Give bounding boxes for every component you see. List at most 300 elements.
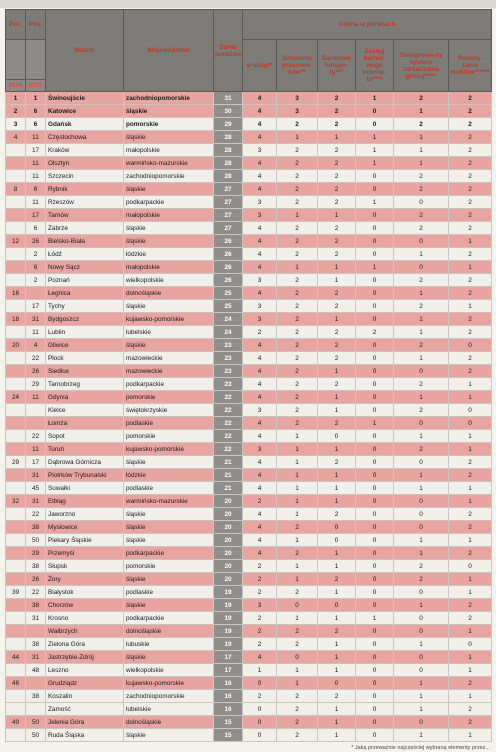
- score-hotspoty: 2: [318, 573, 356, 586]
- city-name: Wałbrzych: [46, 625, 124, 638]
- table-row: [6, 222, 492, 235]
- header-miasto: Miasto: [46, 10, 124, 92]
- voivodeship: zachodniopomorskie: [124, 170, 214, 183]
- total-points: 19: [214, 625, 243, 638]
- voivodeship: podkarpackie: [124, 547, 214, 560]
- table-row: [6, 508, 492, 521]
- score-mobilne: 1: [449, 300, 492, 313]
- score-system: 0: [394, 586, 449, 599]
- score-zasieg: 0: [356, 495, 394, 508]
- city-name: Łódź: [46, 248, 124, 261]
- rank-2016: 46: [6, 677, 26, 690]
- city-name: Ruda Śląska: [46, 729, 124, 742]
- score-szkolenia: 1: [277, 209, 318, 222]
- voivodeship: wielkopolskie: [124, 664, 214, 677]
- score-e-urzad: 4: [243, 222, 277, 235]
- score-e-urzad: 4: [243, 508, 277, 521]
- city-name: Tarnów: [46, 209, 124, 222]
- rank-2015: 6: [26, 183, 46, 196]
- score-e-urzad: 4: [243, 170, 277, 183]
- score-mobilne: 2: [449, 612, 492, 625]
- score-system: 0: [394, 235, 449, 248]
- rank-2015: 31: [26, 651, 46, 664]
- table-row: [6, 638, 492, 651]
- header-suma: Suma punktów: [214, 10, 243, 92]
- score-szkolenia: 2: [277, 586, 318, 599]
- score-system: 2: [394, 300, 449, 313]
- score-mobilne: 2: [449, 456, 492, 469]
- score-zasieg: 0: [356, 534, 394, 547]
- score-zasieg: 0: [356, 690, 394, 703]
- score-system: 1: [394, 677, 449, 690]
- score-e-urzad: 2: [243, 495, 277, 508]
- score-zasieg: 0: [356, 274, 394, 287]
- rank-2016: [6, 703, 26, 716]
- score-system: 2: [394, 118, 449, 131]
- total-points: 30: [214, 105, 243, 118]
- table-row: [6, 105, 492, 118]
- score-szkolenia: 2: [277, 638, 318, 651]
- table-row: [6, 560, 492, 573]
- table-row: [6, 209, 492, 222]
- rank-2016: [6, 352, 26, 365]
- city-name: Dąbrowa Górnicza: [46, 456, 124, 469]
- table-row: [6, 612, 492, 625]
- rank-2016: 24: [6, 391, 26, 404]
- score-mobilne: 2: [449, 274, 492, 287]
- score-zasieg: 0: [356, 651, 394, 664]
- score-hotspoty: 2: [318, 625, 356, 638]
- total-points: 28: [214, 131, 243, 144]
- rank-2016: 1: [6, 92, 26, 105]
- score-system: 2: [394, 560, 449, 573]
- voivodeship: lubelskie: [124, 703, 214, 716]
- city-name: Gliwice: [46, 339, 124, 352]
- score-e-urzad: 3: [243, 274, 277, 287]
- score-mobilne: 2: [449, 248, 492, 261]
- score-e-urzad: 3: [243, 599, 277, 612]
- score-system: 1: [394, 690, 449, 703]
- rank-2015: 38: [26, 560, 46, 573]
- rank-2015: [26, 625, 46, 638]
- table-row: [6, 599, 492, 612]
- voivodeship: śląskie: [124, 131, 214, 144]
- score-mobilne: 0: [449, 339, 492, 352]
- score-szkolenia: 2: [277, 287, 318, 300]
- voivodeship: małopolskie: [124, 144, 214, 157]
- score-szkolenia: 2: [277, 235, 318, 248]
- city-name: Tarnobrzeg: [46, 378, 124, 391]
- score-mobilne: 0: [449, 638, 492, 651]
- score-e-urzad: 4: [243, 417, 277, 430]
- rank-2015: 38: [26, 599, 46, 612]
- voivodeship: pomorskie: [124, 430, 214, 443]
- score-szkolenia: 2: [277, 313, 318, 326]
- city-name: Rybnik: [46, 183, 124, 196]
- score-e-urzad: 3: [243, 209, 277, 222]
- score-system: 2: [394, 378, 449, 391]
- score-hotspoty: 1: [318, 638, 356, 651]
- score-e-urzad: 2: [243, 326, 277, 339]
- rank-2016: [6, 222, 26, 235]
- score-system: 1: [394, 703, 449, 716]
- score-hotspoty: 2: [318, 456, 356, 469]
- rank-2016: [6, 729, 26, 742]
- score-mobilne: 2: [449, 118, 492, 131]
- score-zasieg: 0: [356, 547, 394, 560]
- score-system: 1: [394, 729, 449, 742]
- score-zasieg: 2: [356, 326, 394, 339]
- score-e-urzad: 4: [243, 469, 277, 482]
- score-e-urzad: 2: [243, 612, 277, 625]
- rank-2015: 26: [26, 573, 46, 586]
- total-points: 27: [214, 183, 243, 196]
- score-e-urzad: 4: [243, 131, 277, 144]
- score-hotspoty: 1: [318, 612, 356, 625]
- rank-2016: [6, 625, 26, 638]
- score-mobilne: 2: [449, 716, 492, 729]
- score-zasieg: 0: [356, 703, 394, 716]
- score-system: 0: [394, 612, 449, 625]
- score-mobilne: 2: [449, 144, 492, 157]
- score-e-urzad: 4: [243, 378, 277, 391]
- score-zasieg: 0: [356, 521, 394, 534]
- rank-2015: 29: [26, 547, 46, 560]
- score-szkolenia: 1: [277, 573, 318, 586]
- table-row: [6, 261, 492, 274]
- total-points: 24: [214, 313, 243, 326]
- score-e-urzad: 4: [243, 92, 277, 105]
- rank-2016: [6, 157, 26, 170]
- score-mobilne: 1: [449, 651, 492, 664]
- score-hotspoty: 1: [318, 313, 356, 326]
- total-points: 26: [214, 235, 243, 248]
- score-e-urzad: 3: [243, 144, 277, 157]
- voivodeship: śląskie: [124, 729, 214, 742]
- score-hotspoty: 1: [318, 560, 356, 573]
- score-e-urzad: 3: [243, 300, 277, 313]
- city-name: Jastrzębie-Zdrój: [46, 651, 124, 664]
- header-zasieg: Zasięg darmo-wego interne-tu****: [356, 40, 394, 92]
- voivodeship: pomorskie: [124, 118, 214, 131]
- score-e-urzad: 3: [243, 443, 277, 456]
- header-e-urzad: e-urząd*: [243, 40, 277, 92]
- city-name: Żory: [46, 573, 124, 586]
- score-mobilne: 1: [449, 391, 492, 404]
- score-hotspoty: 1: [318, 664, 356, 677]
- total-points: 21: [214, 456, 243, 469]
- city-name: Zielona Góra: [46, 638, 124, 651]
- rank-2015: 2: [26, 274, 46, 287]
- score-hotspoty: 2: [318, 105, 356, 118]
- header-szkolenia: Szkolenia pracowni-ków**: [277, 40, 318, 92]
- score-zasieg: 0: [356, 430, 394, 443]
- rank-2015: [26, 404, 46, 417]
- table-row: [6, 170, 492, 183]
- score-system: 1: [394, 287, 449, 300]
- city-name: Tychy: [46, 300, 124, 313]
- score-zasieg: 0: [356, 560, 394, 573]
- city-name: Chorzów: [46, 599, 124, 612]
- score-szkolenia: 1: [277, 534, 318, 547]
- score-hotspoty: 2: [318, 339, 356, 352]
- header-ocena: Ocena w punktach: [243, 10, 492, 40]
- table-row: [6, 469, 492, 482]
- score-hotspoty: 1: [318, 274, 356, 287]
- header-system: Zintegrowa-ny system zarządzania gminą*****: [394, 40, 449, 92]
- score-zasieg: 0: [356, 118, 394, 131]
- voivodeship: śląskie: [124, 105, 214, 118]
- score-hotspoty: 2: [318, 352, 356, 365]
- voivodeship: śląskie: [124, 534, 214, 547]
- city-name: Suwałki: [46, 482, 124, 495]
- score-hotspoty: 2: [318, 92, 356, 105]
- voivodeship: kujawsko-pomorskie: [124, 313, 214, 326]
- score-szkolenia: 2: [277, 352, 318, 365]
- rank-2015: 6: [26, 261, 46, 274]
- score-szkolenia: 2: [277, 274, 318, 287]
- score-system: 2: [394, 170, 449, 183]
- score-system: 1: [394, 391, 449, 404]
- score-szkolenia: 2: [277, 365, 318, 378]
- score-hotspoty: 2: [318, 157, 356, 170]
- score-hotspoty: 2: [318, 378, 356, 391]
- table-row: [6, 586, 492, 599]
- score-szkolenia: 1: [277, 131, 318, 144]
- rank-2015: 50: [26, 729, 46, 742]
- voivodeship: lubuskie: [124, 638, 214, 651]
- score-hotspoty: 1: [318, 391, 356, 404]
- total-points: 27: [214, 222, 243, 235]
- score-system: 0: [394, 196, 449, 209]
- score-hotspoty: 1: [318, 482, 356, 495]
- rank-2016: 4: [6, 131, 26, 144]
- city-name: Sopot: [46, 430, 124, 443]
- rank-2016: [6, 300, 26, 313]
- score-hotspoty: 2: [318, 170, 356, 183]
- header-hotspoty: Darmowe hotspo-ty***: [318, 40, 356, 92]
- voivodeship: pomorskie: [124, 560, 214, 573]
- total-points: 23: [214, 339, 243, 352]
- total-points: 26: [214, 261, 243, 274]
- table-row: [6, 118, 492, 131]
- score-hotspoty: 2: [318, 287, 356, 300]
- score-mobilne: 1: [449, 625, 492, 638]
- rank-2015: 48: [26, 664, 46, 677]
- rank-2016: [6, 365, 26, 378]
- score-zasieg: 1: [356, 157, 394, 170]
- total-points: 28: [214, 170, 243, 183]
- rank-2015: 17: [26, 144, 46, 157]
- voivodeship: dolnośląskie: [124, 716, 214, 729]
- header-wojewodztwo: Województwo: [124, 10, 214, 92]
- voivodeship: warmińsko-mazurskie: [124, 495, 214, 508]
- voivodeship: śląskie: [124, 651, 214, 664]
- score-mobilne: 2: [449, 547, 492, 560]
- city-name: Kielce: [46, 404, 124, 417]
- total-points: 25: [214, 300, 243, 313]
- total-points: 25: [214, 287, 243, 300]
- score-szkolenia: 2: [277, 391, 318, 404]
- city-name: Lublin: [46, 326, 124, 339]
- score-szkolenia: 2: [277, 170, 318, 183]
- score-e-urzad: 4: [243, 456, 277, 469]
- score-szkolenia: 2: [277, 378, 318, 391]
- score-e-urzad: 2: [243, 573, 277, 586]
- score-e-urzad: 4: [243, 183, 277, 196]
- table-row: [6, 92, 492, 105]
- score-szkolenia: 1: [277, 469, 318, 482]
- rank-2015: 6: [26, 222, 46, 235]
- score-e-urzad: 4: [243, 365, 277, 378]
- score-mobilne: 2: [449, 287, 492, 300]
- score-mobilne: 1: [449, 664, 492, 677]
- score-system: 1: [394, 105, 449, 118]
- rank-2015: 2: [26, 248, 46, 261]
- score-szkolenia: 2: [277, 248, 318, 261]
- score-mobilne: 2: [449, 196, 492, 209]
- table-row: [6, 625, 492, 638]
- score-szkolenia: 3: [277, 105, 318, 118]
- score-szkolenia: 2: [277, 521, 318, 534]
- total-points: 15: [214, 716, 243, 729]
- voivodeship: mazowieckie: [124, 365, 214, 378]
- score-system: 1: [394, 547, 449, 560]
- score-szkolenia: 1: [277, 261, 318, 274]
- score-e-urzad: 0: [243, 729, 277, 742]
- score-hotspoty: 1: [318, 131, 356, 144]
- city-name: Gdańsk: [46, 118, 124, 131]
- score-zasieg: 1: [356, 92, 394, 105]
- voivodeship: zachodniopomorskie: [124, 690, 214, 703]
- score-mobilne: 2: [449, 222, 492, 235]
- score-e-urzad: 0: [243, 716, 277, 729]
- score-system: 0: [394, 365, 449, 378]
- score-system: 1: [394, 599, 449, 612]
- rank-2016: [6, 248, 26, 261]
- city-name: Płock: [46, 352, 124, 365]
- total-points: 31: [214, 92, 243, 105]
- rank-2015: 26: [26, 365, 46, 378]
- voivodeship: świętokrzyskie: [124, 404, 214, 417]
- score-szkolenia: 2: [277, 417, 318, 430]
- score-e-urzad: 4: [243, 339, 277, 352]
- voivodeship: łódzkie: [124, 248, 214, 261]
- rank-2016: 16: [6, 287, 26, 300]
- rank-2015: 26: [26, 235, 46, 248]
- score-zasieg: 0: [356, 170, 394, 183]
- voivodeship: podkarpackie: [124, 196, 214, 209]
- score-hotspoty: 2: [318, 326, 356, 339]
- score-zasieg: 0: [356, 599, 394, 612]
- score-szkolenia: 2: [277, 625, 318, 638]
- score-mobilne: 2: [449, 703, 492, 716]
- score-hotspoty: 1: [318, 261, 356, 274]
- score-szkolenia: 2: [277, 300, 318, 313]
- score-hotspoty: 0: [318, 599, 356, 612]
- table-row: [6, 352, 492, 365]
- total-points: 26: [214, 248, 243, 261]
- score-system: 1: [394, 638, 449, 651]
- voivodeship: śląskie: [124, 508, 214, 521]
- city-name: Piotrków Trybunalski: [46, 469, 124, 482]
- score-system: 2: [394, 573, 449, 586]
- score-system: 2: [394, 443, 449, 456]
- total-points: 20: [214, 508, 243, 521]
- score-zasieg: 0: [356, 469, 394, 482]
- table-row: [6, 144, 492, 157]
- voivodeship: podlaskie: [124, 417, 214, 430]
- score-hotspoty: 1: [318, 495, 356, 508]
- rank-2016: [6, 599, 26, 612]
- voivodeship: śląskie: [124, 599, 214, 612]
- rank-2016: 29: [6, 456, 26, 469]
- score-e-urzad: 4: [243, 521, 277, 534]
- voivodeship: podkarpackie: [124, 378, 214, 391]
- voivodeship: kujawsko-pomorskie: [124, 677, 214, 690]
- rank-2016: [6, 508, 26, 521]
- score-mobilne: 1: [449, 586, 492, 599]
- total-points: 28: [214, 157, 243, 170]
- score-zasieg: 1: [356, 144, 394, 157]
- voivodeship: dolnośląskie: [124, 287, 214, 300]
- table-row: [6, 495, 492, 508]
- total-points: 22: [214, 417, 243, 430]
- score-mobilne: 2: [449, 469, 492, 482]
- score-e-urzad: 4: [243, 235, 277, 248]
- rank-2016: [6, 521, 26, 534]
- score-szkolenia: 2: [277, 118, 318, 131]
- score-mobilne: 1: [449, 729, 492, 742]
- score-mobilne: 2: [449, 183, 492, 196]
- table-row: [6, 300, 492, 313]
- score-mobilne: 2: [449, 209, 492, 222]
- score-system: 0: [394, 716, 449, 729]
- score-mobilne: 2: [449, 157, 492, 170]
- rank-2016: [6, 534, 26, 547]
- rank-2016: [6, 326, 26, 339]
- total-points: 20: [214, 495, 243, 508]
- score-system: 1: [394, 469, 449, 482]
- score-system: 0: [394, 495, 449, 508]
- rank-2016: 39: [6, 586, 26, 599]
- footnote: * Jaką przeważnie najczęściej wybraną elementy przez...: [351, 745, 490, 751]
- score-e-urzad: 4: [243, 430, 277, 443]
- score-system: 0: [394, 508, 449, 521]
- score-mobilne: 2: [449, 677, 492, 690]
- table-row: [6, 664, 492, 677]
- rank-2015: 22: [26, 508, 46, 521]
- header-blank-a: [6, 40, 26, 80]
- rank-2016: 8: [6, 183, 26, 196]
- score-mobilne: 2: [449, 326, 492, 339]
- score-zasieg: 1: [356, 131, 394, 144]
- table-row: [6, 248, 492, 261]
- table-row: [6, 573, 492, 586]
- rank-2016: [6, 170, 26, 183]
- score-system: 1: [394, 157, 449, 170]
- city-name: Koszalin: [46, 690, 124, 703]
- rank-2015: 6: [26, 118, 46, 131]
- city-name: Jelenia Góra: [46, 716, 124, 729]
- voivodeship: małopolskie: [124, 261, 214, 274]
- score-zasieg: 0: [356, 404, 394, 417]
- score-zasieg: 1: [356, 261, 394, 274]
- score-system: 1: [394, 131, 449, 144]
- score-szkolenia: 2: [277, 326, 318, 339]
- score-hotspoty: 2: [318, 222, 356, 235]
- score-system: 0: [394, 261, 449, 274]
